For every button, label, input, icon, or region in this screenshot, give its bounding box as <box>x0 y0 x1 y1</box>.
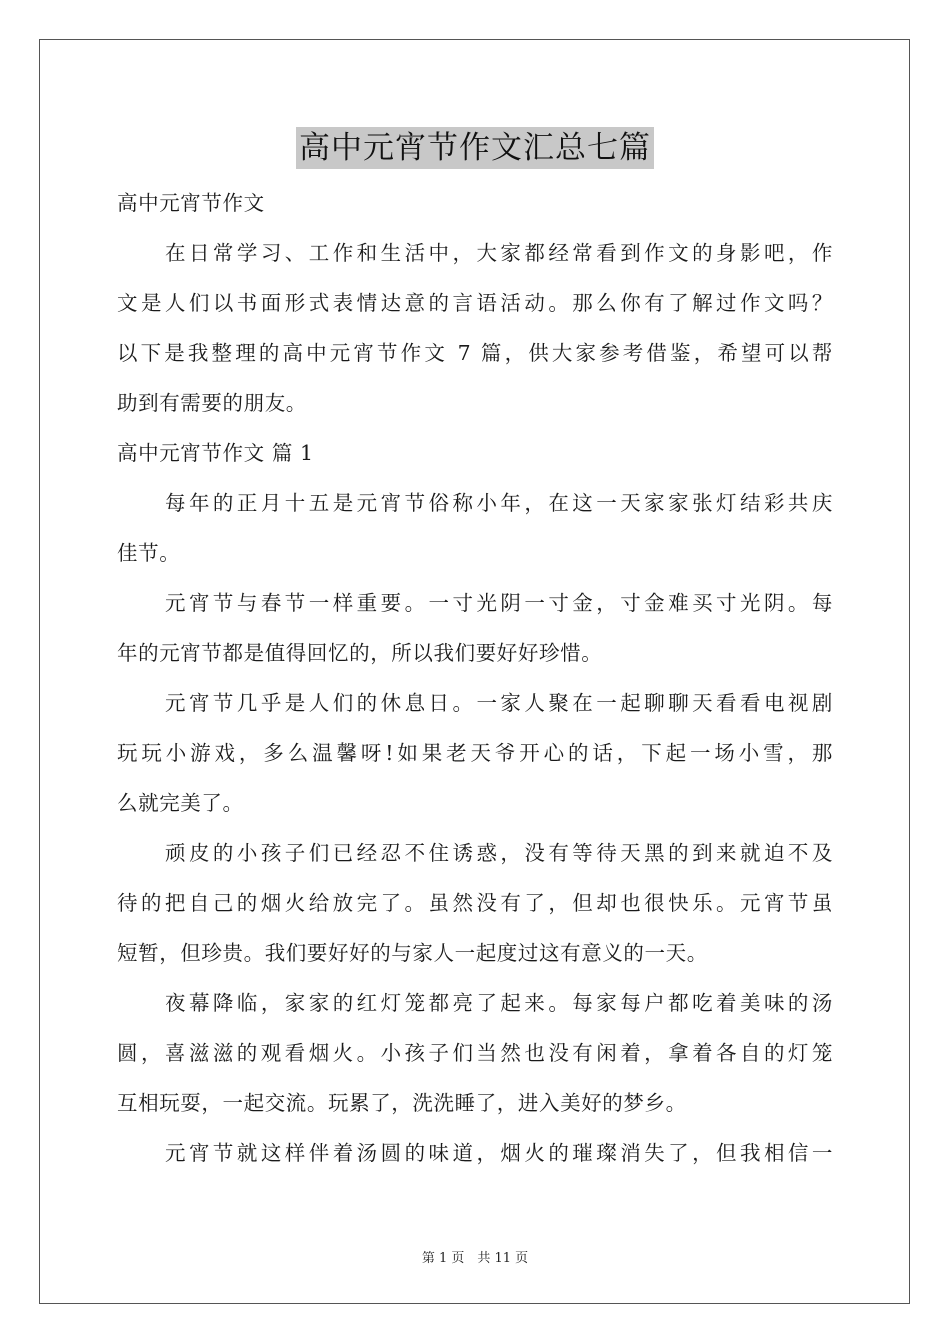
text-line: 年的元宵节都是值得回忆的，所以我们要好好珍惜。 <box>117 641 603 665</box>
text-line: 在日常学习、工作和生活中，大家都经常看到作文的身影吧，作 <box>165 241 833 265</box>
text-line: 佳节。 <box>117 541 181 565</box>
document-title: 高中元宵节作文汇总七篇 <box>296 127 654 169</box>
text-line: 高中元宵节作文 <box>117 191 265 215</box>
text-line: 顽皮的小孩子们已经忍不住诱惑，没有等待天黑的到来就迫不及 <box>165 841 833 865</box>
text-line: 待的把自己的烟火给放完了。虽然没有了，但却也很快乐。元宵节虽 <box>117 891 833 915</box>
text-line: 文是人们以书面形式表情达意的言语活动。那么你有了解过作文吗？ <box>117 291 833 315</box>
text-line: 元宵节几乎是人们的休息日。一家人聚在一起聊聊天看看电视剧 <box>165 691 833 715</box>
text-line: 么就完美了。 <box>117 791 244 815</box>
text-line: 互相玩耍，一起交流。玩累了，洗洗睡了，进入美好的梦乡。 <box>117 1091 687 1115</box>
title-container <box>0 127 950 169</box>
text-line: 元宵节与春节一样重要。一寸光阴一寸金，寸金难买寸光阴。每 <box>165 591 833 615</box>
text-line: 玩玩小游戏，多么温馨呀!如果老天爷开心的话，下起一场小雪，那 <box>117 741 833 765</box>
text-line: 圆，喜滋滋的观看烟火。小孩子们当然也没有闲着，拿着各自的灯笼 <box>117 1041 833 1065</box>
page-footer: 第 1 页 共 11 页 <box>421 1251 529 1266</box>
text-line: 每年的正月十五是元宵节俗称小年，在这一天家家张灯结彩共庆 <box>165 491 833 515</box>
text-line: 元宵节就这样伴着汤圆的味道，烟火的璀璨消失了，但我相信一 <box>165 1141 833 1165</box>
document-body <box>117 178 833 1178</box>
text-line: 夜幕降临，家家的红灯笼都亮了起来。每家每户都吃着美味的汤 <box>165 991 833 1015</box>
text-line: 助到有需要的朋友。 <box>117 391 307 415</box>
text-line: 以下是我整理的高中元宵节作文 7 篇，供大家参考借鉴，希望可以帮 <box>117 341 833 365</box>
text-line: 高中元宵节作文 篇 1 <box>117 441 314 465</box>
text-line: 短暂，但珍贵。我们要好好的与家人一起度过这有意义的一天。 <box>117 941 708 965</box>
